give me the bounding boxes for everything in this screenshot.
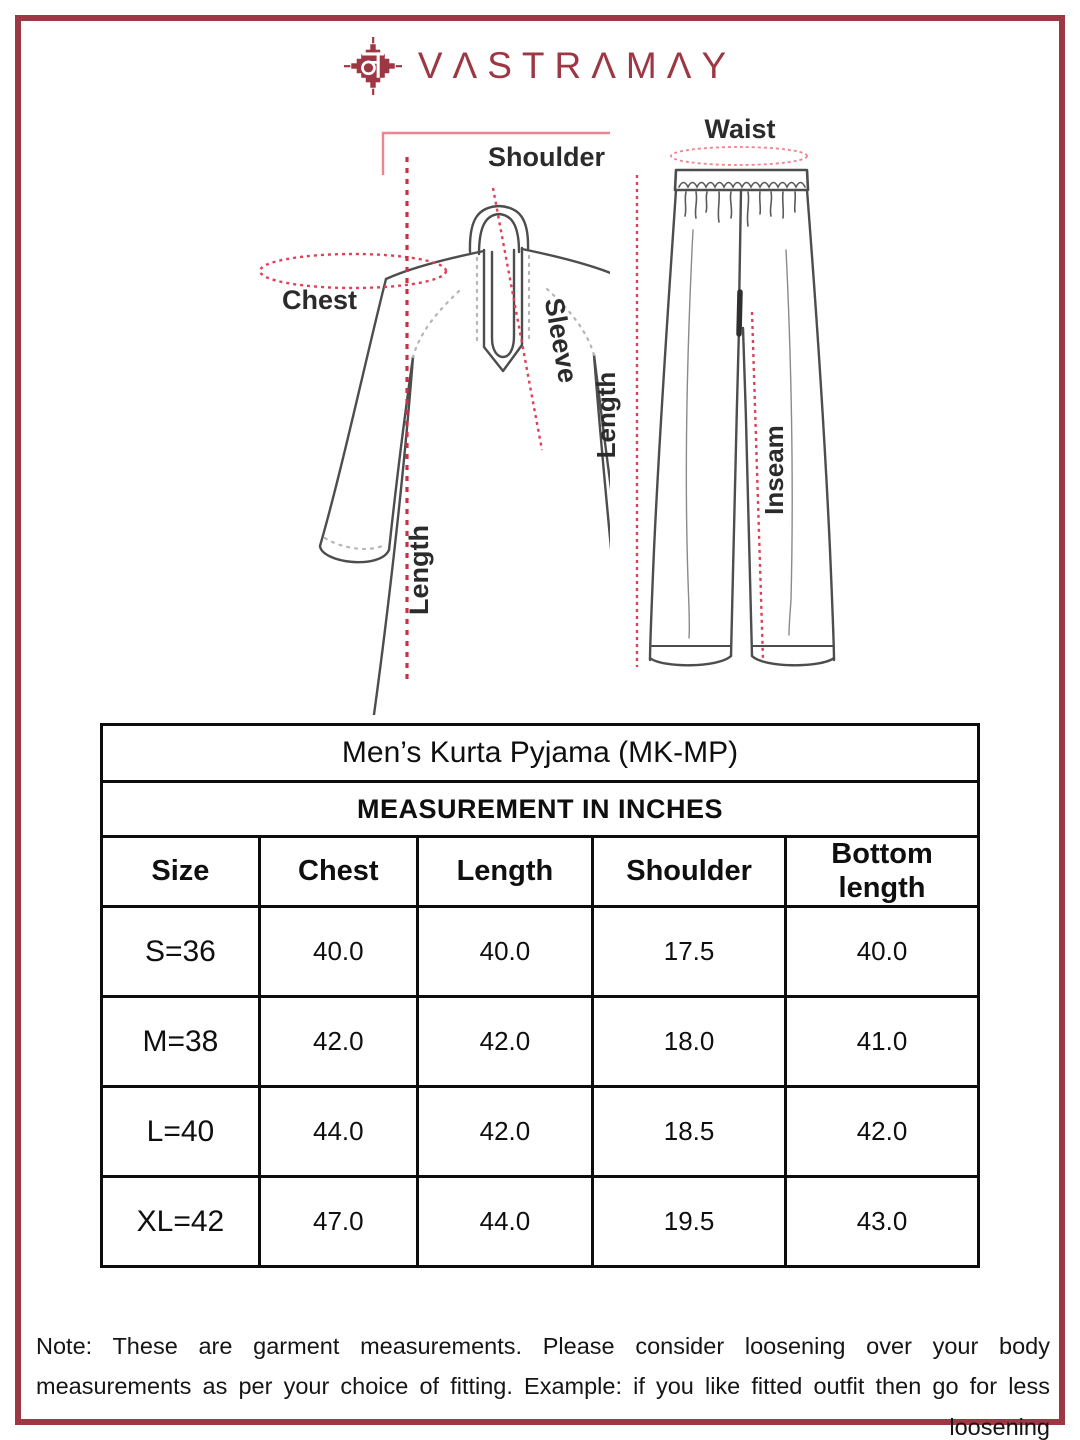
bottom-length-cell: 40.0 <box>786 907 979 997</box>
table-row <box>102 997 979 1087</box>
chest-measure-ellipse <box>260 254 446 288</box>
kurta-length-label: Length <box>404 525 434 615</box>
table-subtitle-row <box>102 782 979 837</box>
kurta-sleeve-label: Sleeve <box>538 295 584 386</box>
kurta-shoulder-label: Shoulder <box>488 142 606 172</box>
chest-cell: 44.0 <box>259 1087 417 1177</box>
size-chart-table <box>100 723 980 1268</box>
size-cell: XL=42 <box>102 1177 260 1267</box>
brand-wordmark: VΛSTRΛMΛY <box>417 45 737 86</box>
chest-cell: 47.0 <box>259 1177 417 1267</box>
chest-cell: 42.0 <box>259 997 417 1087</box>
pyjama-outline <box>650 170 834 665</box>
bottom-length-cell: 41.0 <box>786 997 979 1087</box>
measurement-note: Note: These are garment measurements. Please consider loosening over your body measurements as per your choice of fitting. Example: if you like fitted outfit then go for less loosening <box>36 1333 1050 1440</box>
kurta-chest-label: Chest <box>282 285 358 315</box>
table-row <box>102 1087 979 1177</box>
length-cell: 40.0 <box>417 907 592 997</box>
size-cell: L=40 <box>102 1087 260 1177</box>
column-header-length: Length <box>417 837 592 907</box>
shoulder-cell: 17.5 <box>593 907 786 997</box>
bottom-length-cell: 43.0 <box>786 1177 979 1267</box>
length-cell: 42.0 <box>417 997 592 1087</box>
table-header-row <box>102 837 979 907</box>
kurta-diagram <box>150 100 610 715</box>
pyjama-diagram <box>590 100 990 715</box>
pyjama-waist-label: Waist <box>704 114 776 144</box>
size-cell: S=36 <box>102 907 260 997</box>
table-subtitle: MEASUREMENT IN INCHES <box>102 782 979 837</box>
column-header-chest: Chest <box>259 837 417 907</box>
pyjama-inseam-label: Inseam <box>759 425 789 515</box>
size-cell: M=38 <box>102 997 260 1087</box>
column-header-bottom-length: Bottom length <box>786 837 979 907</box>
chest-cell: 40.0 <box>259 907 417 997</box>
length-cell: 42.0 <box>417 1087 592 1177</box>
sleeve-measure-line <box>493 188 542 450</box>
shoulder-cell: 18.0 <box>593 997 786 1087</box>
table-row <box>102 1177 979 1267</box>
waist-measure-ellipse <box>671 147 807 165</box>
kurta-outline <box>320 206 610 715</box>
length-cell: 44.0 <box>417 1177 592 1267</box>
column-header-shoulder: Shoulder <box>593 837 786 907</box>
brand-header <box>0 30 1080 102</box>
bottom-length-cell: 42.0 <box>786 1087 979 1177</box>
column-header-size: Size <box>102 837 260 907</box>
table-row <box>102 907 979 997</box>
table-title-row <box>102 725 979 782</box>
pyjama-length-label: Length <box>591 371 621 459</box>
vastramay-logo-icon <box>344 37 402 95</box>
shoulder-cell: 18.5 <box>593 1087 786 1177</box>
table-title: Men’s Kurta Pyjama (MK-MP) <box>102 725 979 782</box>
shoulder-cell: 19.5 <box>593 1177 786 1267</box>
